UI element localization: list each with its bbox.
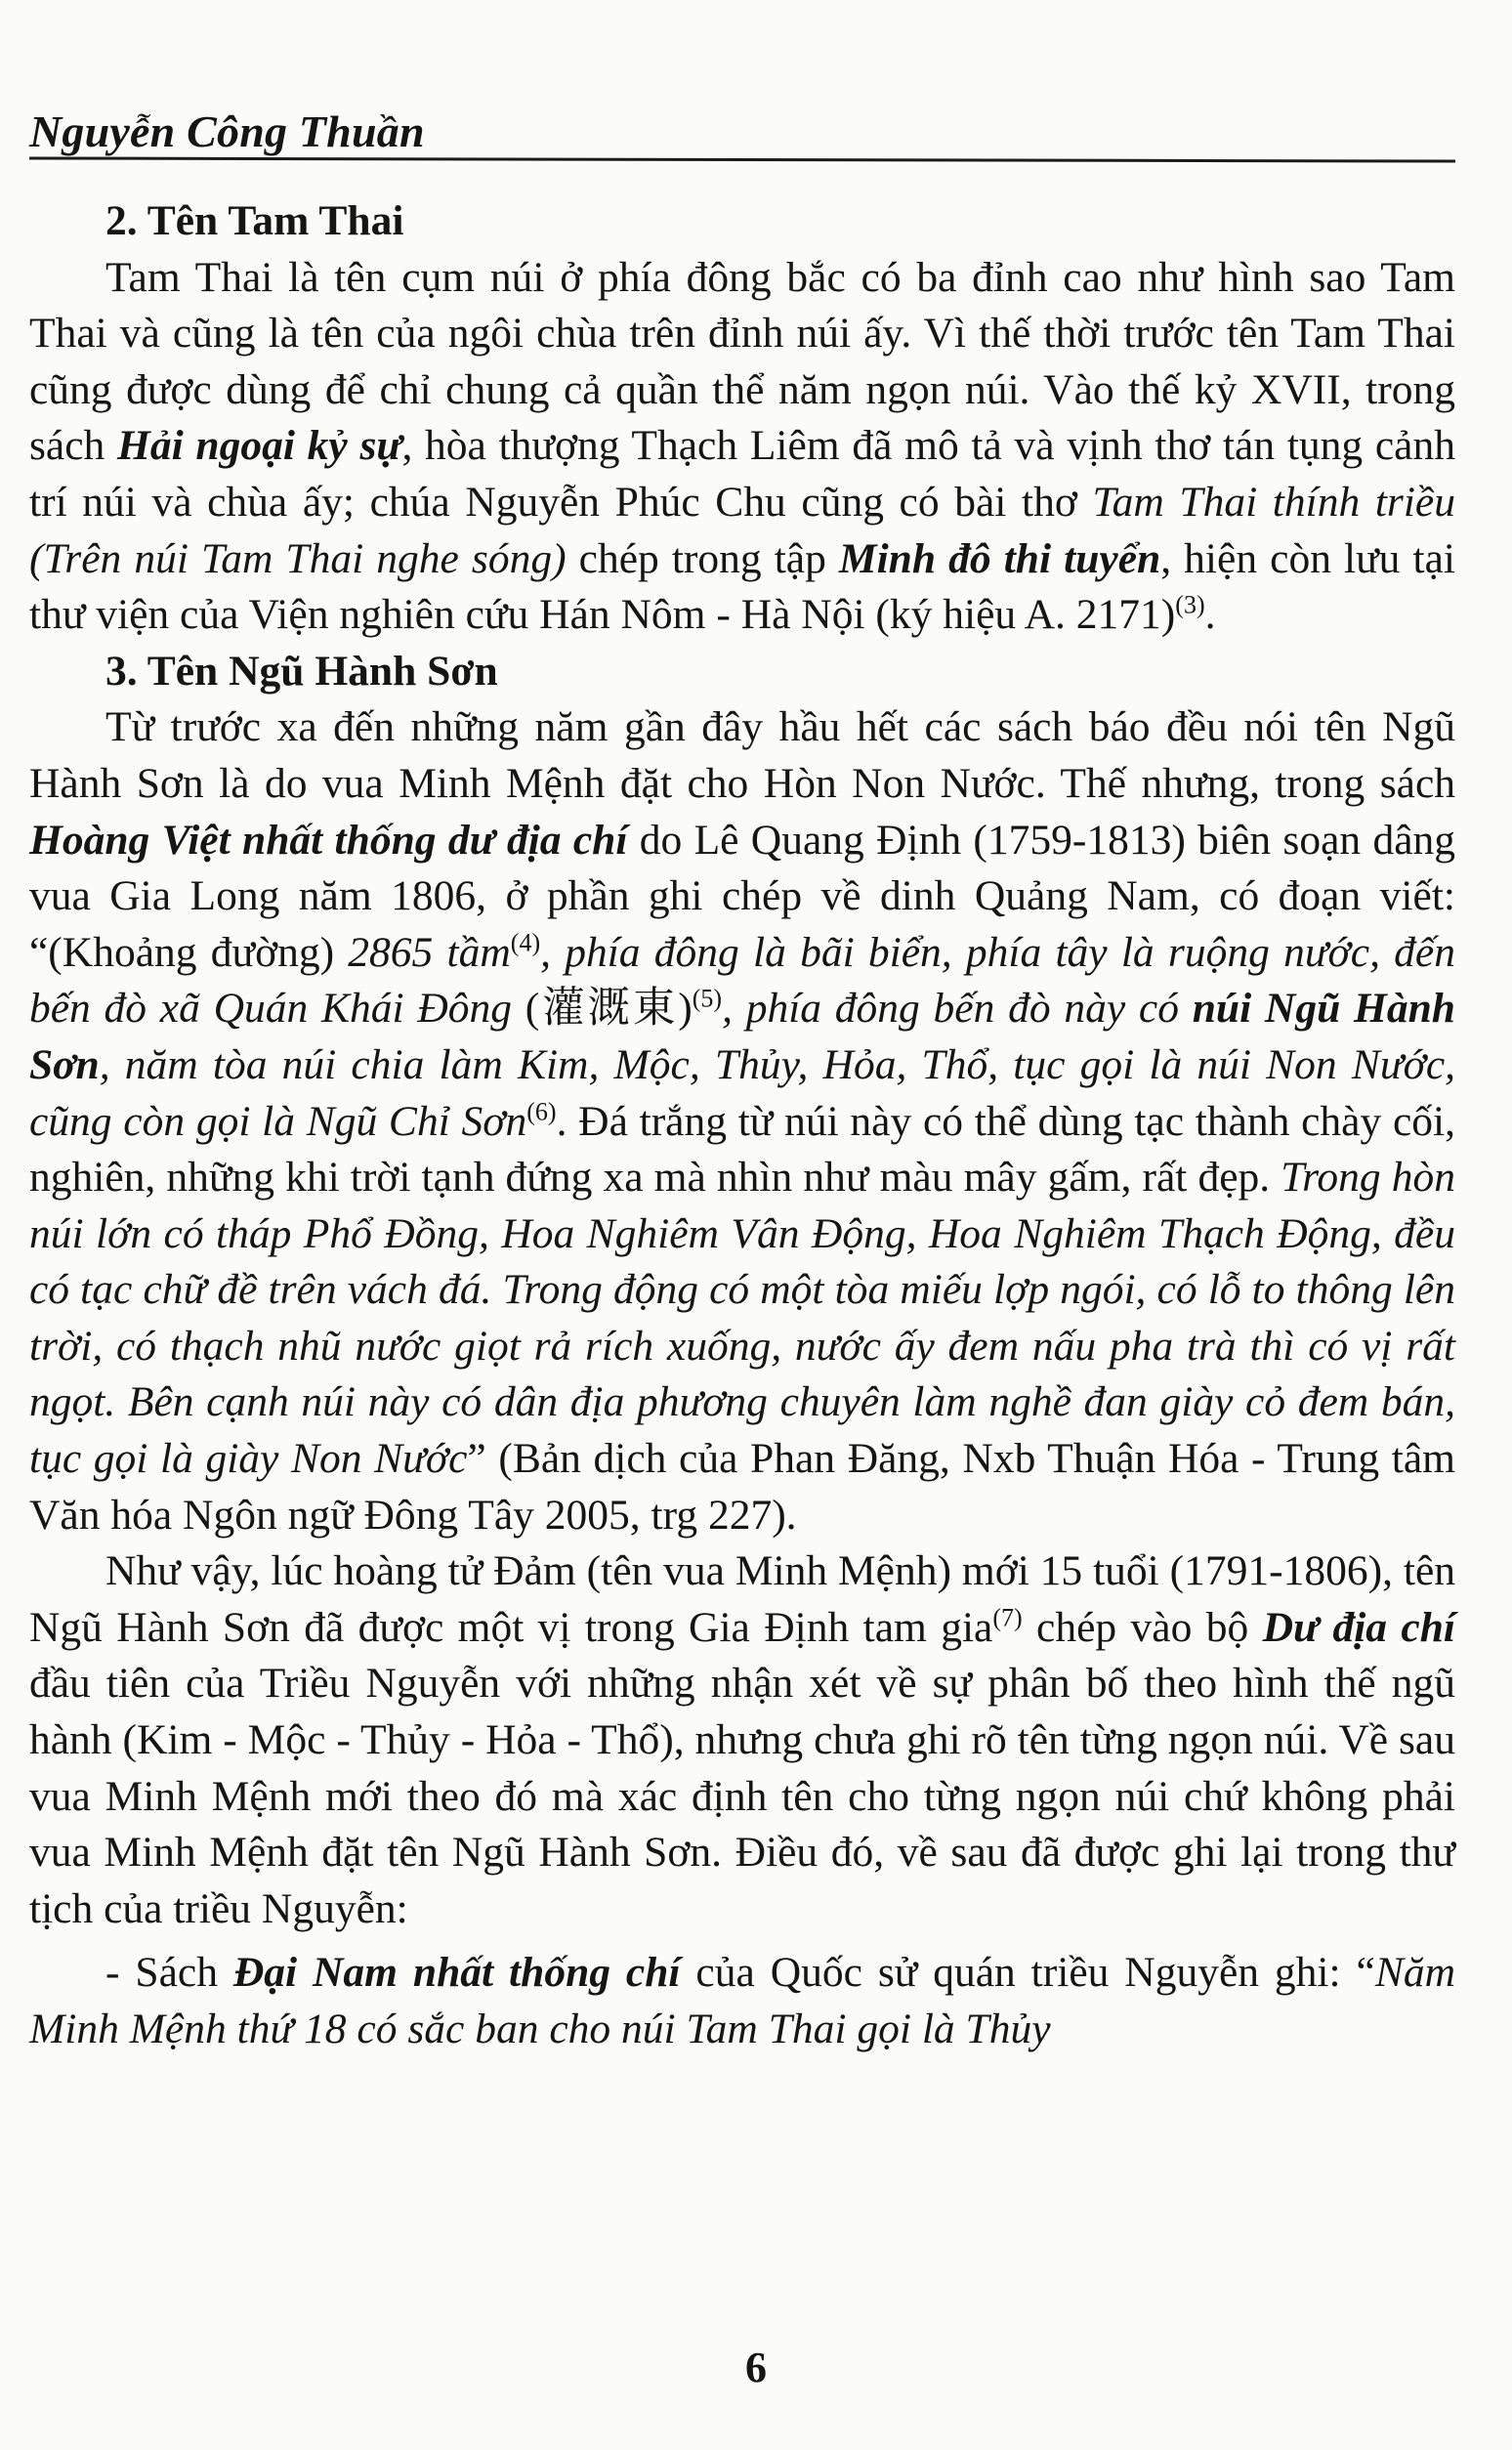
quote-italic: Trong hòn núi lớn có tháp Phổ Đồng, Hoa Nghiêm Vân Động, Hoa Nghiêm Thạch Động, đều có tạc chữ đề trên vách đá. Trong động có một tòa miếu lợp ngói, có lỗ to thông lên trời, có thạch nhũ nước giọt rả rích xuống, nước ấy đem nấu pha trà thì có vị rất ngọt. Bên cạnh núi này có dân địa phương chuyên làm nghề đan giày cỏ đem bán, tục gọi là giày Non Nước — [29, 1154, 1456, 1483]
header-rule — [29, 156, 1455, 162]
paragraph-ngu-hanh-son — [29, 699, 1455, 1543]
book-title-hoang-viet: Hoàng Việt nhất thống dư địa chí — [29, 816, 628, 864]
paragraph-tam-thai — [29, 250, 1455, 644]
han-characters: (灌溉東) — [512, 985, 693, 1033]
text-run: , hiện còn lưu tại thư viện của Viện nghiên cứu Hán Nôm - Hà Nội (ký hiệu A. 2171) — [29, 534, 1455, 639]
page-number: 6 — [745, 2344, 767, 2391]
text-run: . Đá trắng từ núi này có thể dùng tạc thành chày cối, nghiên, những khi trời tạnh đứng xa mà nhìn như màu mây gấm, rất đẹp. — [29, 1097, 1455, 1202]
section-heading-tam-thai: 2. Tên Tam Thai — [105, 197, 404, 244]
running-head: Nguyễn Công Thuần — [29, 106, 425, 156]
text-run: của Quốc sử quán triều Nguyễn ghi: “ — [680, 1949, 1375, 1997]
quote-italic: , phía đông là bãi biển, phía tây là ruộng nước, đến bến đò xã Quán Khái Đông — [29, 928, 1455, 1033]
quote-italic: Năm Minh Mệnh thứ 18 có sắc ban cho núi Tam Thai gọi là Thủy — [29, 1949, 1455, 2052]
section-heading-ngu-hanh-son: 3. Tên Ngũ Hành Sơn — [105, 647, 498, 695]
quote-italic: , năm tòa núi chia làm Kim, Mộc, Thủy, Hỏa, Thổ, tục gọi là núi Non Nước, cũng còn gọi là Ngũ Chỉ Sơn — [29, 1040, 1455, 1145]
paragraph-minh-menh — [29, 1543, 1455, 1937]
text-run: Tam Thai là tên cụm núi ở phía đông bắc có ba đỉnh cao như hình sao Tam Thai và cũng là tên của ngôi chùa trên đỉnh núi ấy. Vì thế thời trước tên Tam Thai cũng được dùng để chỉ chung cả quần thể năm ngọn núi. Vào thế kỷ XVII, trong sách — [29, 253, 1455, 470]
text-run: chép trong tập — [566, 534, 839, 582]
footnote-ref-3: (3) — [1175, 590, 1205, 619]
text-run: chép vào bộ — [1022, 1603, 1263, 1651]
text-run: Từ trước xa đến những năm gần đây hầu hết các sách báo đều nói tên Ngũ Hành Sơn là do vua Minh Mệnh đặt cho Hòn Non Nước. Thế nhưng, trong sách — [29, 703, 1455, 807]
text-run: đầu tiên của Triều Nguyễn với những nhận xét về sự phân bố theo hình thế ngũ hành (Kim - Mộc - Thủy - Hỏa - Thổ), nhưng chưa ghi rõ tên từng ngọn núi. Về sau vua Minh Mệnh mới theo đó mà xác định tên cho từng ngọn núi chứ không phải vua Minh Mệnh đặt tên Ngũ Hành Sơn. Điều đó, về sau đã được ghi lại trong thư tịch của triều Nguyễn: — [29, 1660, 1455, 1932]
book-title-hai-ngoai-ky-su: Hải ngoại kỷ sự — [117, 422, 402, 470]
quote-italic: 2865 tầm — [348, 928, 511, 976]
text-run: , hòa thượng Thạch Liêm đã mô tả và vịnh thơ tán tụng cảnh trí núi và chùa ấy; chúa Nguyễn Phúc Chu cũng có bài thơ — [29, 422, 1455, 526]
book-title-du-dia-chi: Dư địa chí — [1262, 1603, 1455, 1651]
page-body — [29, 193, 1455, 2058]
book-title-minh-do-thi-tuyen: Minh đô thi tuyển — [838, 534, 1161, 582]
text-run: . — [1204, 591, 1216, 639]
footnote-ref-6: (6) — [526, 1097, 557, 1125]
book-title-dai-nam: Đại Nam nhất thống chí — [232, 1949, 681, 1997]
text-run: do Lê Quang Định (1759-1813) biên soạn dâng vua Gia Long năm 1806, ở phần ghi chép về dinh Quảng Nam, có đoạn viết: “(Khoảng đường) — [29, 816, 1456, 976]
poem-title: Tam Thai thính triều (Trên núi Tam Thai nghe sóng) — [29, 478, 1455, 582]
footnote-ref-5: (5) — [692, 984, 723, 1013]
text-run: - Sách — [105, 1949, 233, 1997]
footnote-ref-4: (4) — [510, 928, 541, 957]
footnote-ref-7: (7) — [992, 1603, 1023, 1632]
quote-italic: , phía đông bến đò này có — [722, 985, 1193, 1033]
emphasis-ngu-hanh-son: núi Ngũ Hành Sơn — [29, 985, 1455, 1088]
paragraph-dai-nam — [29, 1945, 1455, 2057]
text-run: Như vậy, lúc hoàng tử Đảm (tên vua Minh Mệnh) mới 15 tuổi (1791-1806), tên Ngũ Hành Sơn đã được một vị trong Gia Định tam gia — [29, 1547, 1455, 1651]
text-run: ” (Bản dịch của Phan Đăng, Nxb Thuận Hóa - Trung tâm Văn hóa Ngôn ngữ Đông Tây 2005, trg 227). — [29, 1435, 1456, 1539]
